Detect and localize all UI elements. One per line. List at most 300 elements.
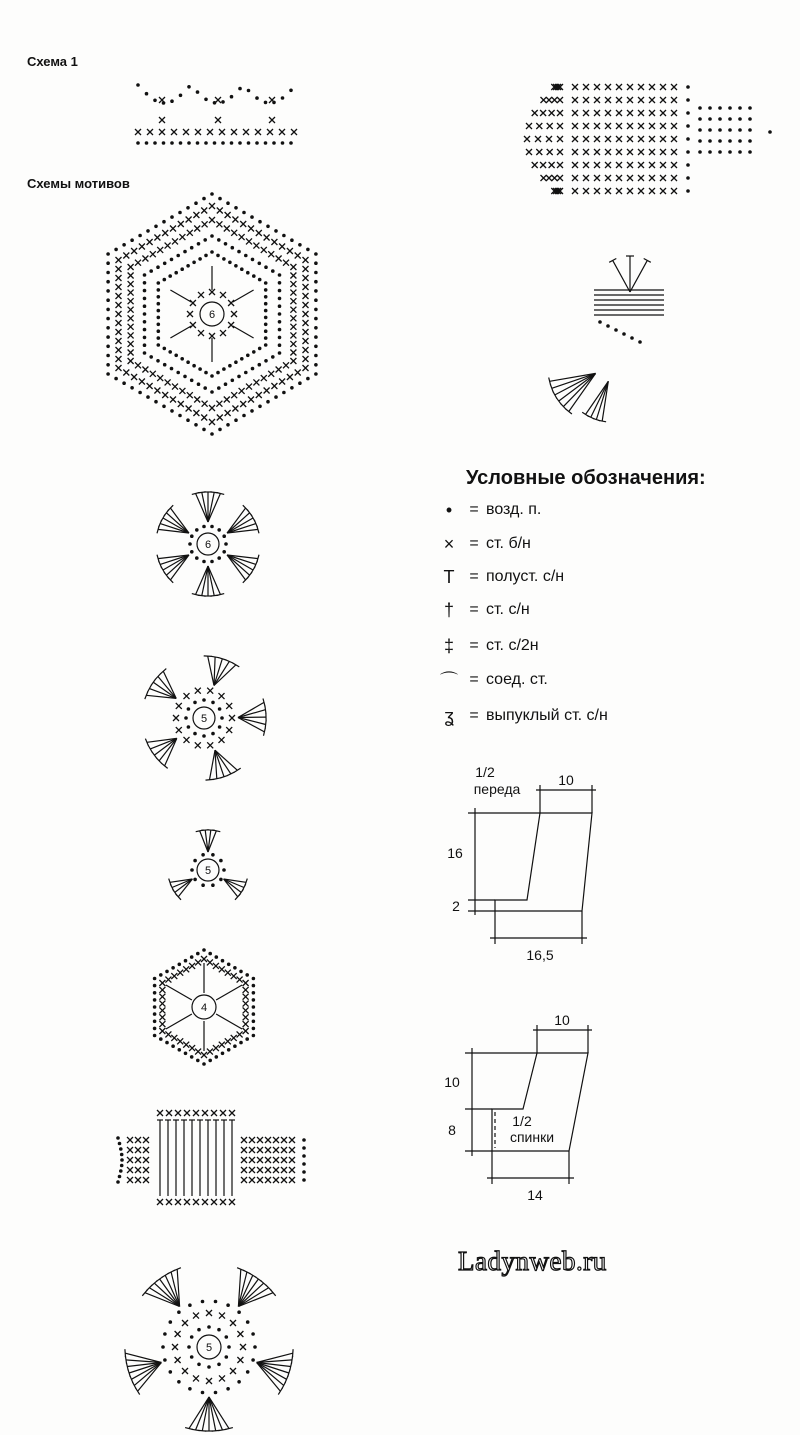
single-crochet-mark bbox=[594, 110, 600, 116]
stitch-line bbox=[204, 656, 212, 657]
chain-dot bbox=[213, 141, 217, 145]
chain-dot bbox=[190, 868, 194, 872]
post-stitch-symbol-icon: ʓ bbox=[444, 705, 454, 726]
chain-dot bbox=[215, 955, 219, 959]
chain-dot bbox=[210, 390, 214, 394]
single-crochet-mark bbox=[127, 1137, 133, 1143]
chain-dot bbox=[136, 141, 140, 145]
stitch-line bbox=[238, 702, 264, 717]
single-crochet-mark bbox=[207, 959, 213, 965]
single-crochet-mark bbox=[213, 963, 219, 969]
single-crochet-mark bbox=[241, 1157, 247, 1163]
chain-dot bbox=[157, 295, 161, 299]
single-crochet-mark bbox=[638, 123, 644, 129]
single-crochet-mark bbox=[217, 208, 223, 214]
chain-dot bbox=[266, 225, 270, 229]
single-crochet-mark bbox=[157, 1110, 163, 1116]
single-crochet-mark bbox=[202, 1199, 208, 1205]
single-crochet-mark bbox=[281, 1137, 287, 1143]
chain-dot bbox=[211, 883, 215, 887]
chain-dot bbox=[168, 274, 172, 278]
legend-text: возд. п. bbox=[486, 501, 542, 518]
single-crochet-mark bbox=[195, 1049, 201, 1055]
single-crochet-mark bbox=[536, 149, 542, 155]
stitch-line bbox=[170, 290, 191, 302]
single-crochet-mark bbox=[166, 1199, 172, 1205]
single-crochet-mark bbox=[173, 715, 179, 721]
chain-dot bbox=[258, 347, 262, 351]
single-crochet-mark bbox=[660, 175, 666, 181]
single-crochet-mark bbox=[572, 188, 578, 194]
chain-dot bbox=[176, 254, 180, 258]
single-crochet-mark bbox=[207, 129, 213, 135]
chain-dot bbox=[686, 176, 690, 180]
stitch-line bbox=[211, 656, 219, 657]
legend-text: полуст. с/н bbox=[486, 568, 565, 585]
trefoil-motif-number: 5 bbox=[204, 865, 212, 877]
chain-dot bbox=[251, 258, 255, 262]
single-crochet-mark bbox=[211, 1199, 217, 1205]
single-crochet-mark bbox=[290, 324, 296, 330]
chain-dot bbox=[184, 716, 188, 720]
chain-dot bbox=[149, 269, 153, 273]
chain-dot bbox=[264, 359, 268, 363]
single-crochet-mark bbox=[257, 1167, 263, 1173]
single-crochet-mark bbox=[171, 1035, 177, 1041]
chain-dot bbox=[224, 542, 228, 546]
single-crochet-mark bbox=[172, 1344, 178, 1350]
stitch-line bbox=[154, 1283, 179, 1306]
stitch-line bbox=[134, 1363, 161, 1386]
legend-row bbox=[436, 598, 530, 622]
chain-dot bbox=[171, 966, 175, 970]
chain-dot bbox=[718, 106, 722, 110]
chain-dot bbox=[153, 998, 157, 1002]
single-crochet-mark bbox=[175, 1357, 181, 1363]
single-crochet-symbol-icon: × bbox=[443, 533, 455, 554]
single-crochet-mark bbox=[638, 84, 644, 90]
chain-dot bbox=[252, 274, 256, 278]
chain-dot bbox=[210, 250, 214, 254]
chain-dot bbox=[193, 701, 197, 705]
stitch-line bbox=[233, 326, 254, 338]
chain-dot bbox=[748, 139, 752, 143]
single-crochet-mark bbox=[241, 1147, 247, 1153]
single-crochet-mark bbox=[216, 401, 222, 407]
legend-equals: = bbox=[469, 601, 479, 618]
chain-dot bbox=[168, 350, 172, 354]
single-crochet-mark bbox=[671, 84, 677, 90]
chain-dot bbox=[314, 271, 318, 275]
chain-dot bbox=[211, 701, 215, 705]
single-crochet-mark bbox=[249, 1167, 255, 1173]
chain-dot bbox=[210, 234, 214, 238]
single-crochet-mark bbox=[594, 123, 600, 129]
single-crochet-mark bbox=[524, 136, 530, 142]
single-crochet-mark bbox=[616, 97, 622, 103]
single-crochet-mark bbox=[649, 110, 655, 116]
chain-dot bbox=[106, 298, 110, 302]
chain-dot bbox=[281, 141, 285, 145]
chain-dot bbox=[251, 1332, 255, 1336]
chain-dot bbox=[237, 1380, 241, 1384]
chain-dot bbox=[226, 1303, 230, 1307]
chain-dot bbox=[290, 238, 294, 242]
single-crochet-mark bbox=[289, 1157, 295, 1163]
single-crochet-mark bbox=[557, 110, 563, 116]
chain-dot bbox=[120, 1153, 124, 1157]
legend-row bbox=[436, 498, 541, 522]
half-double-symbol-icon: T bbox=[443, 566, 455, 587]
stitch-line bbox=[257, 1363, 284, 1386]
chain-dot bbox=[162, 141, 166, 145]
single-crochet-mark bbox=[176, 727, 182, 733]
single-crochet-mark bbox=[572, 162, 578, 168]
chain-dot bbox=[106, 354, 110, 358]
single-crochet-mark bbox=[239, 234, 245, 240]
single-crochet-mark bbox=[583, 149, 589, 155]
single-crochet-mark bbox=[557, 97, 563, 103]
chain-dot bbox=[156, 265, 160, 269]
single-crochet-mark bbox=[616, 149, 622, 155]
stitch-line bbox=[196, 1397, 209, 1430]
single-crochet-mark bbox=[594, 84, 600, 90]
single-crochet-mark bbox=[594, 97, 600, 103]
legend-text: соед. ст. bbox=[486, 671, 548, 688]
single-crochet-mark bbox=[257, 1177, 263, 1183]
single-crochet-mark bbox=[215, 97, 221, 103]
single-crochet-mark bbox=[303, 338, 309, 344]
chain-dot bbox=[728, 150, 732, 154]
chain-dot bbox=[302, 1170, 306, 1174]
single-crochet-mark bbox=[143, 1157, 149, 1163]
single-crochet-mark bbox=[243, 987, 249, 993]
chain-dot bbox=[190, 550, 194, 554]
chain-dot bbox=[234, 264, 238, 268]
single-crochet-mark bbox=[547, 149, 553, 155]
single-crochet-mark bbox=[135, 129, 141, 135]
single-crochet-mark bbox=[229, 1110, 235, 1116]
chain-dot bbox=[106, 280, 110, 284]
single-crochet-mark bbox=[147, 239, 153, 245]
single-crochet-mark bbox=[271, 383, 277, 389]
chain-dot bbox=[252, 998, 256, 1002]
chain-dot bbox=[289, 141, 293, 145]
chain-dot bbox=[314, 298, 318, 302]
single-crochet-mark bbox=[627, 84, 633, 90]
chain-dot bbox=[258, 220, 262, 224]
chain-dot bbox=[192, 261, 196, 265]
single-crochet-mark bbox=[207, 688, 213, 694]
single-crochet-mark bbox=[261, 375, 267, 381]
single-crochet-mark bbox=[225, 1038, 231, 1044]
single-crochet-mark bbox=[159, 129, 165, 135]
single-crochet-mark bbox=[170, 397, 176, 403]
chain-dot bbox=[193, 878, 197, 882]
stitch-line bbox=[212, 830, 220, 832]
chain-dot bbox=[222, 534, 226, 538]
flower6-motif-number: 6 bbox=[204, 539, 212, 551]
chain-dot bbox=[266, 400, 270, 404]
stitch-line bbox=[553, 391, 557, 398]
single-crochet-mark bbox=[671, 110, 677, 116]
single-crochet-mark bbox=[171, 973, 177, 979]
chain-dot bbox=[244, 254, 248, 258]
single-crochet-mark bbox=[201, 208, 207, 214]
chain-dot bbox=[157, 302, 161, 306]
legend-row bbox=[436, 668, 548, 692]
single-crochet-mark bbox=[186, 217, 192, 223]
chain-dot bbox=[278, 312, 282, 316]
single-crochet-mark bbox=[228, 300, 234, 306]
chain-dot bbox=[239, 1041, 243, 1045]
legend-text: выпуклый ст. с/н bbox=[486, 707, 608, 724]
single-crochet-mark bbox=[627, 97, 633, 103]
chain-dot bbox=[190, 1055, 194, 1059]
chain-dot bbox=[728, 128, 732, 132]
single-crochet-mark bbox=[557, 136, 563, 142]
single-crochet-mark bbox=[116, 293, 122, 299]
chain-dot bbox=[211, 853, 215, 857]
chain-dot bbox=[202, 428, 206, 432]
single-crochet-mark bbox=[557, 123, 563, 129]
single-crochet-mark bbox=[552, 175, 558, 181]
chain-dot bbox=[622, 332, 626, 336]
single-crochet-mark bbox=[572, 84, 578, 90]
stitch-line bbox=[216, 1014, 242, 1029]
front-label-bottom: переда bbox=[473, 781, 521, 797]
large-flower5-motif-number: 5 bbox=[205, 1342, 213, 1354]
chain-dot bbox=[169, 1320, 173, 1324]
single-crochet-mark bbox=[175, 1199, 181, 1205]
single-crochet-mark bbox=[193, 410, 199, 416]
front-dim-step: 2 bbox=[452, 898, 460, 914]
single-crochet-mark bbox=[249, 1147, 255, 1153]
chain-dot bbox=[188, 1303, 192, 1307]
single-crochet-mark bbox=[116, 320, 122, 326]
single-crochet-mark bbox=[273, 1157, 279, 1163]
single-crochet-mark bbox=[128, 341, 134, 347]
chain-dot bbox=[204, 141, 208, 145]
large-flower5-motif bbox=[125, 1268, 293, 1431]
chain-dot bbox=[227, 1345, 231, 1349]
single-crochet-mark bbox=[616, 136, 622, 142]
stitch-line bbox=[170, 555, 189, 580]
single-crochet-mark bbox=[193, 212, 199, 218]
chain-dot bbox=[157, 309, 161, 313]
chain-dot bbox=[638, 340, 642, 344]
single-crochet-mark bbox=[268, 251, 274, 257]
chain-dot bbox=[198, 257, 202, 261]
single-crochet-mark bbox=[627, 175, 633, 181]
single-crochet-mark bbox=[123, 253, 129, 259]
single-crochet-mark bbox=[143, 1167, 149, 1173]
chain-dot bbox=[221, 959, 225, 963]
chain-dot bbox=[143, 312, 147, 316]
chain-dot bbox=[630, 336, 634, 340]
legend-row bbox=[436, 532, 531, 556]
chain-dot bbox=[215, 1055, 219, 1059]
chain-dot bbox=[201, 1391, 205, 1395]
stitch-line bbox=[166, 985, 192, 1000]
chain-dot bbox=[228, 364, 232, 368]
chain-dot bbox=[165, 1041, 169, 1045]
single-crochet-mark bbox=[219, 129, 225, 135]
chain-dot bbox=[278, 273, 282, 277]
chain-dot bbox=[180, 357, 184, 361]
chain-dot bbox=[106, 317, 110, 321]
chain-dot bbox=[686, 189, 690, 193]
stitch-line bbox=[238, 718, 266, 725]
chain-dot bbox=[210, 374, 214, 378]
chain-dot bbox=[278, 320, 282, 324]
chain-dot bbox=[264, 141, 268, 145]
chain-dot bbox=[698, 128, 702, 132]
single-crochet-mark bbox=[532, 162, 538, 168]
front-dim-left: 16 bbox=[447, 845, 463, 861]
chain-dot bbox=[136, 83, 140, 87]
chain-dot bbox=[698, 106, 702, 110]
chain-dot bbox=[252, 1012, 256, 1016]
single-crochet-mark bbox=[184, 693, 190, 699]
stitch-line bbox=[209, 1397, 222, 1430]
flower6-motif bbox=[157, 492, 259, 596]
chain-dot bbox=[244, 371, 248, 375]
chain-dot bbox=[264, 295, 268, 299]
chain-dot bbox=[271, 355, 275, 359]
single-crochet-mark bbox=[143, 1147, 149, 1153]
chain-dot bbox=[186, 418, 190, 422]
single-crochet-mark bbox=[526, 149, 532, 155]
chain-dot bbox=[258, 278, 262, 282]
stitch-line bbox=[582, 412, 589, 416]
single-crochet-mark bbox=[202, 401, 208, 407]
chain-dot bbox=[114, 248, 118, 252]
stitch-line bbox=[238, 710, 265, 718]
single-crochet-mark bbox=[290, 290, 296, 296]
chain-dot bbox=[264, 302, 268, 306]
chain-dot bbox=[278, 304, 282, 308]
chain-dot bbox=[614, 328, 618, 332]
single-crochet-mark bbox=[671, 149, 677, 155]
single-crochet-mark bbox=[195, 742, 201, 748]
chain-dot bbox=[686, 85, 690, 89]
single-crochet-mark bbox=[289, 1177, 295, 1183]
chain-dot bbox=[314, 335, 318, 339]
chain-dot bbox=[196, 952, 200, 956]
chain-dot bbox=[264, 343, 268, 347]
single-crochet-mark bbox=[157, 1199, 163, 1205]
chain-dot bbox=[118, 1142, 122, 1146]
single-crochet-mark bbox=[273, 1137, 279, 1143]
chain-dot bbox=[217, 528, 221, 532]
single-crochet-mark bbox=[660, 84, 666, 90]
single-crochet-mark bbox=[256, 230, 262, 236]
single-crochet-mark bbox=[147, 383, 153, 389]
stitch-line bbox=[271, 1290, 276, 1296]
single-crochet-mark bbox=[159, 1021, 165, 1027]
stitch-line bbox=[170, 508, 189, 533]
chain-dot bbox=[187, 707, 191, 711]
chain-dot bbox=[217, 1363, 221, 1367]
single-crochet-mark bbox=[303, 293, 309, 299]
single-crochet-mark bbox=[159, 117, 165, 123]
chain-dot bbox=[282, 234, 286, 238]
single-crochet-mark bbox=[546, 175, 552, 181]
single-crochet-mark bbox=[232, 406, 238, 412]
single-crochet-mark bbox=[165, 1031, 171, 1037]
single-crochet-mark bbox=[128, 332, 134, 338]
single-crochet-mark bbox=[159, 1007, 165, 1013]
single-crochet-mark bbox=[253, 379, 259, 385]
chain-dot bbox=[187, 141, 191, 145]
stitch-line bbox=[227, 772, 234, 776]
chain-dot bbox=[106, 363, 110, 367]
single-crochet-mark bbox=[243, 994, 249, 1000]
single-crochet-mark bbox=[249, 1157, 255, 1163]
single-crochet-mark bbox=[175, 1110, 181, 1116]
single-crochet-mark bbox=[583, 84, 589, 90]
single-crochet-mark bbox=[183, 966, 189, 972]
chain-dot bbox=[226, 1387, 230, 1391]
chain-dot bbox=[718, 117, 722, 121]
single-crochet-mark bbox=[220, 1199, 226, 1205]
chain-dot bbox=[178, 1048, 182, 1052]
single-crochet-mark bbox=[246, 384, 252, 390]
stitch-line bbox=[265, 706, 266, 714]
chain-dot bbox=[156, 359, 160, 363]
single-crochet-mark bbox=[116, 266, 122, 272]
chain-dot bbox=[252, 984, 256, 988]
chain-dot bbox=[106, 289, 110, 293]
single-crochet-mark bbox=[159, 994, 165, 1000]
single-crochet-mark bbox=[649, 123, 655, 129]
chain-dot bbox=[119, 1169, 123, 1173]
single-crochet-mark bbox=[171, 129, 177, 135]
single-crochet-mark bbox=[303, 329, 309, 335]
chain-dot bbox=[120, 1164, 124, 1168]
chain-dot bbox=[245, 973, 249, 977]
chain-dot bbox=[106, 345, 110, 349]
chain-dot bbox=[184, 1052, 188, 1056]
single-crochet-mark bbox=[143, 1177, 149, 1183]
single-crochet-mark bbox=[572, 110, 578, 116]
chain-dot bbox=[728, 139, 732, 143]
single-crochet-mark bbox=[594, 175, 600, 181]
chain-dot bbox=[145, 141, 149, 145]
single-crochet-mark bbox=[283, 362, 289, 368]
stitch-line bbox=[151, 679, 156, 686]
chain-dot bbox=[738, 117, 742, 121]
single-crochet-mark bbox=[265, 1167, 271, 1173]
single-crochet-mark bbox=[116, 365, 122, 371]
chain-dot bbox=[162, 220, 166, 224]
single-crochet-mark bbox=[627, 110, 633, 116]
single-crochet-mark bbox=[116, 356, 122, 362]
single-crochet-mark bbox=[671, 136, 677, 142]
single-crochet-mark bbox=[142, 256, 148, 262]
single-crochet-mark bbox=[216, 221, 222, 227]
chain-dot bbox=[217, 1328, 221, 1332]
chain-dot bbox=[119, 1147, 123, 1151]
single-crochet-mark bbox=[150, 251, 156, 257]
hex4-motif-number: 4 bbox=[200, 1002, 208, 1014]
single-crochet-mark bbox=[219, 693, 225, 699]
single-crochet-mark bbox=[128, 307, 134, 313]
single-crochet-mark bbox=[193, 1313, 199, 1319]
stitch-line bbox=[213, 778, 221, 780]
back-label-top: 1/2 bbox=[512, 1113, 532, 1129]
